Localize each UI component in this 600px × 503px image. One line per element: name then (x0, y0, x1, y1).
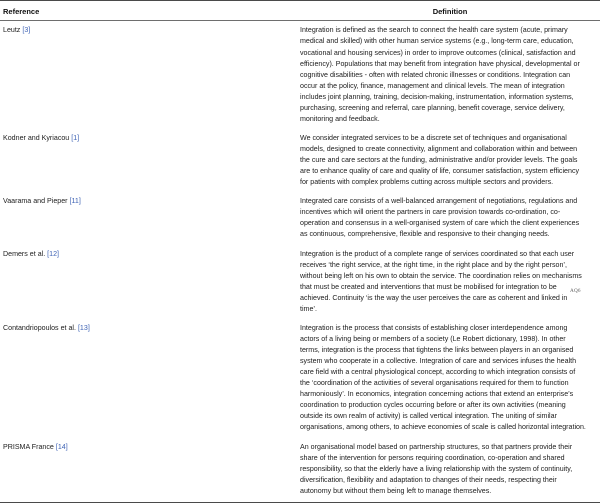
reference-cell (0, 129, 300, 192)
reference-name: Kodner and Kyriacou (3, 133, 70, 142)
reference-name: Contandriopoulos et al. (3, 323, 76, 332)
definition-cell: Integration is the process that consists of establishing closer interdependence among actors of a living being or members of a society (Le Robert dictionary, 1998). In other terms, integration is the process that tightens the links between players in an organised system who cooperate in a collective. Integration of care and services infuses the health care field with a central physiological concept, according to which integration consists of the ‘coordination of the activities of several organisations required for them to function harmoniously’. In economics, integration concerning actions that extend an enterprise’s coordination to production cycles occurring before or after its own activities (meaning outside its own realm of activity) is called vertical integration. The uniting of similar organisations, among others, to achieve economies of scale is called horizontal integration. (300, 323, 586, 432)
column-header-definition: Definition (300, 3, 600, 21)
reference-citation-link[interactable]: [1] (71, 133, 80, 142)
reference-citation-link[interactable]: [11] (69, 197, 81, 206)
table-body (0, 21, 600, 502)
definition-cell: An organisational model based on partnership structures, so that partners provide their share of the intervention for persons requiring coordination, co-operation and shared responsibility, so that the elderly have a living relationship with the system of continuity, diversification, flexibility and adaptation to changes of their needs, respecting their autonomy but without them being left to manage themselves. (300, 438, 600, 503)
table-row (0, 245, 600, 319)
reference-name: PRISMA France (3, 442, 54, 451)
table-row (0, 129, 600, 192)
definition-cell: Integrated care consists of a well-balanced arrangement of negotiations, regulations and incentives which will orient the partners in care provision towards co-ordination, co-operation and consensus in a well-organised system of care which the client experiences as continuous, comprehensive, flexible and responsive to their changing needs. (300, 197, 580, 239)
reference-name: Leutz (3, 26, 21, 35)
reference-cell (0, 192, 300, 244)
reference-cell (0, 319, 300, 438)
reference-citation-link[interactable]: [12] (47, 249, 60, 258)
table-header-row (0, 3, 600, 21)
reference-name: Demers et al. (3, 249, 46, 258)
reference-cell (0, 245, 300, 319)
table-row (0, 438, 600, 503)
reference-citation-link[interactable]: [3] (22, 26, 31, 35)
definition-cell: We consider integrated services to be a discrete set of techniques and organisational models, designed to create connectivity, alignment and collaboration within and between the cure and care sectors at the funding, administrative and/or provider levels. The goals are to enhance quality of care and quality of life, consumer satisfaction, system efficiency for patients with complex problems cutting across multiple sectors and providers. (300, 133, 580, 187)
table-row (0, 319, 600, 438)
column-header-reference: Reference (0, 3, 300, 21)
definition-cell: Integration is the product of a complete range of services coordinated so that each user receives ‘the right service, at the right time, in the right place and by the right person’, without being left on his own to obtain the service. The coordination relies on mechanisms that must be created and interventions that must be mobilised for integration to be achieved. Continuity ‘is the way the user perceives the care as coherent and linked in time’. (300, 249, 582, 313)
reference-cell (0, 21, 300, 129)
table-row (0, 21, 600, 129)
table-header (0, 1, 600, 21)
table-row (0, 192, 600, 244)
reference-citation-link[interactable]: [14] (55, 442, 68, 451)
reference-name: Vaarama and Pieper (3, 197, 68, 206)
author-query-annotation: AQ6 (570, 288, 581, 294)
definition-cell: Integration is defined as the search to connect the health care system (acute, primary medical and skilled) with other human service systems (e.g., long-term care, education, vocational and housing services) in order to improve outcomes (clinical, satisfaction and efficiency). Populations that may benefit from integration have physical, developmental or cognitive disabilities - often with related chronic illnesses or conditions. Integration can occur at the policy, finance, management and clinical levels. The mean of integration includes joint planning, training, decision-making, instrumentation, information systems, purchasing, screening and referral, care planning, benefit coverage, service delivery, monitoring and feedback. (300, 26, 580, 123)
reference-cell (0, 438, 300, 503)
reference-citation-link[interactable]: [13] (77, 323, 90, 332)
